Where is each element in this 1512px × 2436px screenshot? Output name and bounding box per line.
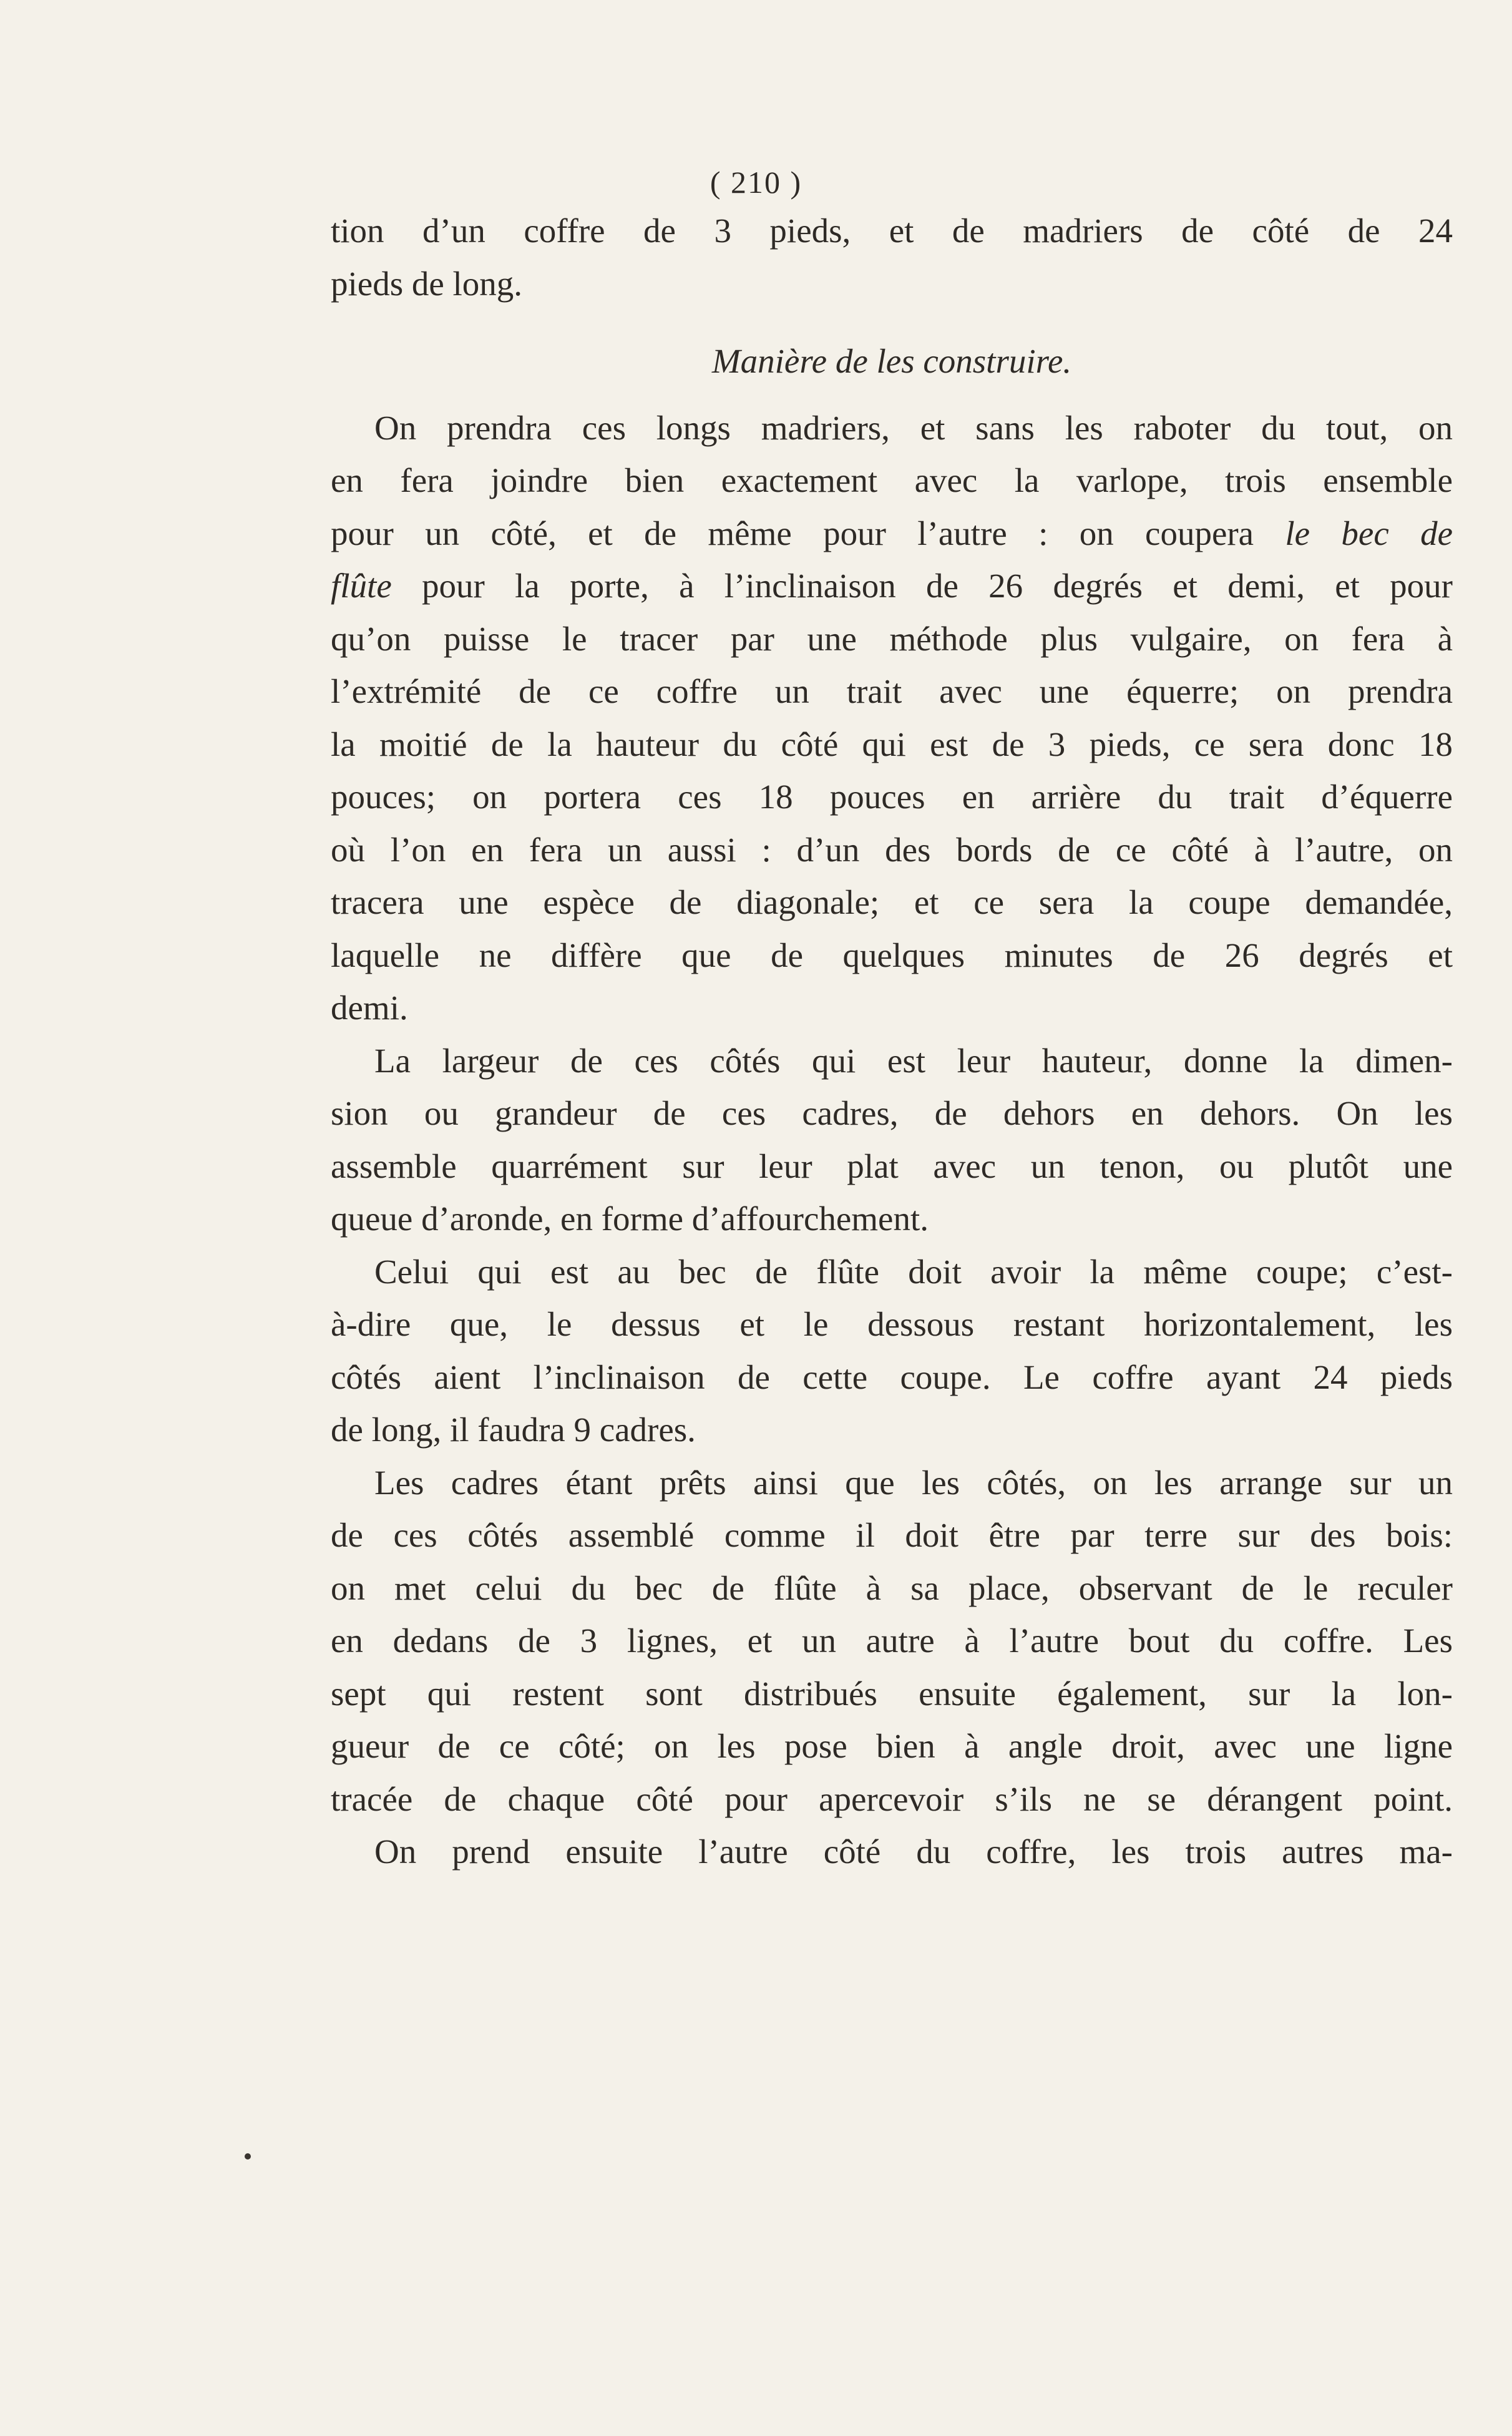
text-line: assemble quarrément sur leur plat avec un tenon, ou plutôt une — [331, 1147, 1453, 1185]
text-line: où l’on en fera un aussi : d’un des bords de ce côté à l’autre, on — [331, 830, 1453, 869]
text-line: Celui qui est au bec de flûte doit avoir la même coupe; c’est- — [374, 1252, 1453, 1291]
text-line: gueur de ce côté; on les pose bien à angle droit, avec une ligne — [331, 1727, 1453, 1765]
page-number: ( 210 ) — [710, 165, 802, 200]
text-line: en fera joindre bien exactement avec la varlope, trois ensemble — [331, 461, 1453, 499]
text-line: on met celui du bec de flûte à sa place, observant de le reculer — [331, 1568, 1453, 1607]
text-segment: pour la porte, à l’inclinaison de 26 degrés et demi, et pour — [391, 567, 1453, 605]
text-line: qu’on puisse le tracer par une méthode plus vulgaire, on fera à — [331, 619, 1453, 658]
text-line: sion ou grandeur de ces cadres, de dehors en dehors. On les — [331, 1094, 1453, 1132]
italic-term: flûte — [331, 567, 392, 605]
ink-spot — [245, 2153, 251, 2160]
text-line: sept qui restent sont distribués ensuite également, sur la lon- — [331, 1674, 1453, 1713]
text-line: On prendra ces longs madriers, et sans les raboter du tout, on — [374, 408, 1453, 447]
text-line — [331, 560, 1453, 613]
text-line: tracée de chaque côté pour apercevoir s’ils ne se dérangent point. — [331, 1779, 1453, 1818]
body-text — [331, 205, 1453, 1879]
text-line — [331, 507, 1453, 560]
text-line: pouces; on portera ces 18 pouces en arrière du trait d’équerre — [331, 778, 1453, 816]
text-line: l’extrémité de ce coffre un trait avec une équerre; on prendra — [331, 672, 1453, 710]
text-line: de ces côtés assemblé comme il doit être par terre sur des bois: — [331, 1516, 1453, 1554]
text-line: Les cadres étant prêts ainsi que les côtés, on les arrange sur un — [374, 1463, 1453, 1502]
text-line: laquelle ne diffère que de quelques minutes de 26 degrés et — [331, 936, 1453, 974]
text-line: queue d’aronde, en forme d’affourchement. — [331, 1200, 929, 1238]
text-line: côtés aient l’inclinaison de cette coupe. Le coffre ayant 24 pieds — [331, 1357, 1453, 1396]
text-line: demi. — [331, 989, 408, 1027]
text-line: en dedans de 3 lignes, et un autre à l’autre bout du coffre. Les — [331, 1622, 1453, 1660]
text-segment: pour un côté, et de même pour l’autre : on coupera — [331, 514, 1254, 552]
text-line: tracera une espèce de diagonale; et ce sera la coupe demandée, — [331, 883, 1453, 921]
section-heading: Manière de les construire. — [711, 342, 1072, 380]
text-line: tion d’un coffre de 3 pieds, et de madriers de côté de 24 — [331, 212, 1453, 250]
text-line: pieds de long. — [331, 264, 523, 303]
text-line: On prend ensuite l’autre côté du coffre, les trois autres ma- — [374, 1832, 1453, 1871]
text-line: à-dire que, le dessus et le dessous restant horizontalement, les — [331, 1305, 1453, 1343]
text-line: la moitié de la hauteur du côté qui est de 3 pieds, ce sera donc 18 — [331, 725, 1453, 763]
text-line: de long, il faudra 9 cadres. — [331, 1411, 696, 1449]
italic-term: le bec de — [1285, 514, 1453, 552]
text-line: La largeur de ces côtés qui est leur hauteur, donne la dimen- — [374, 1041, 1453, 1080]
